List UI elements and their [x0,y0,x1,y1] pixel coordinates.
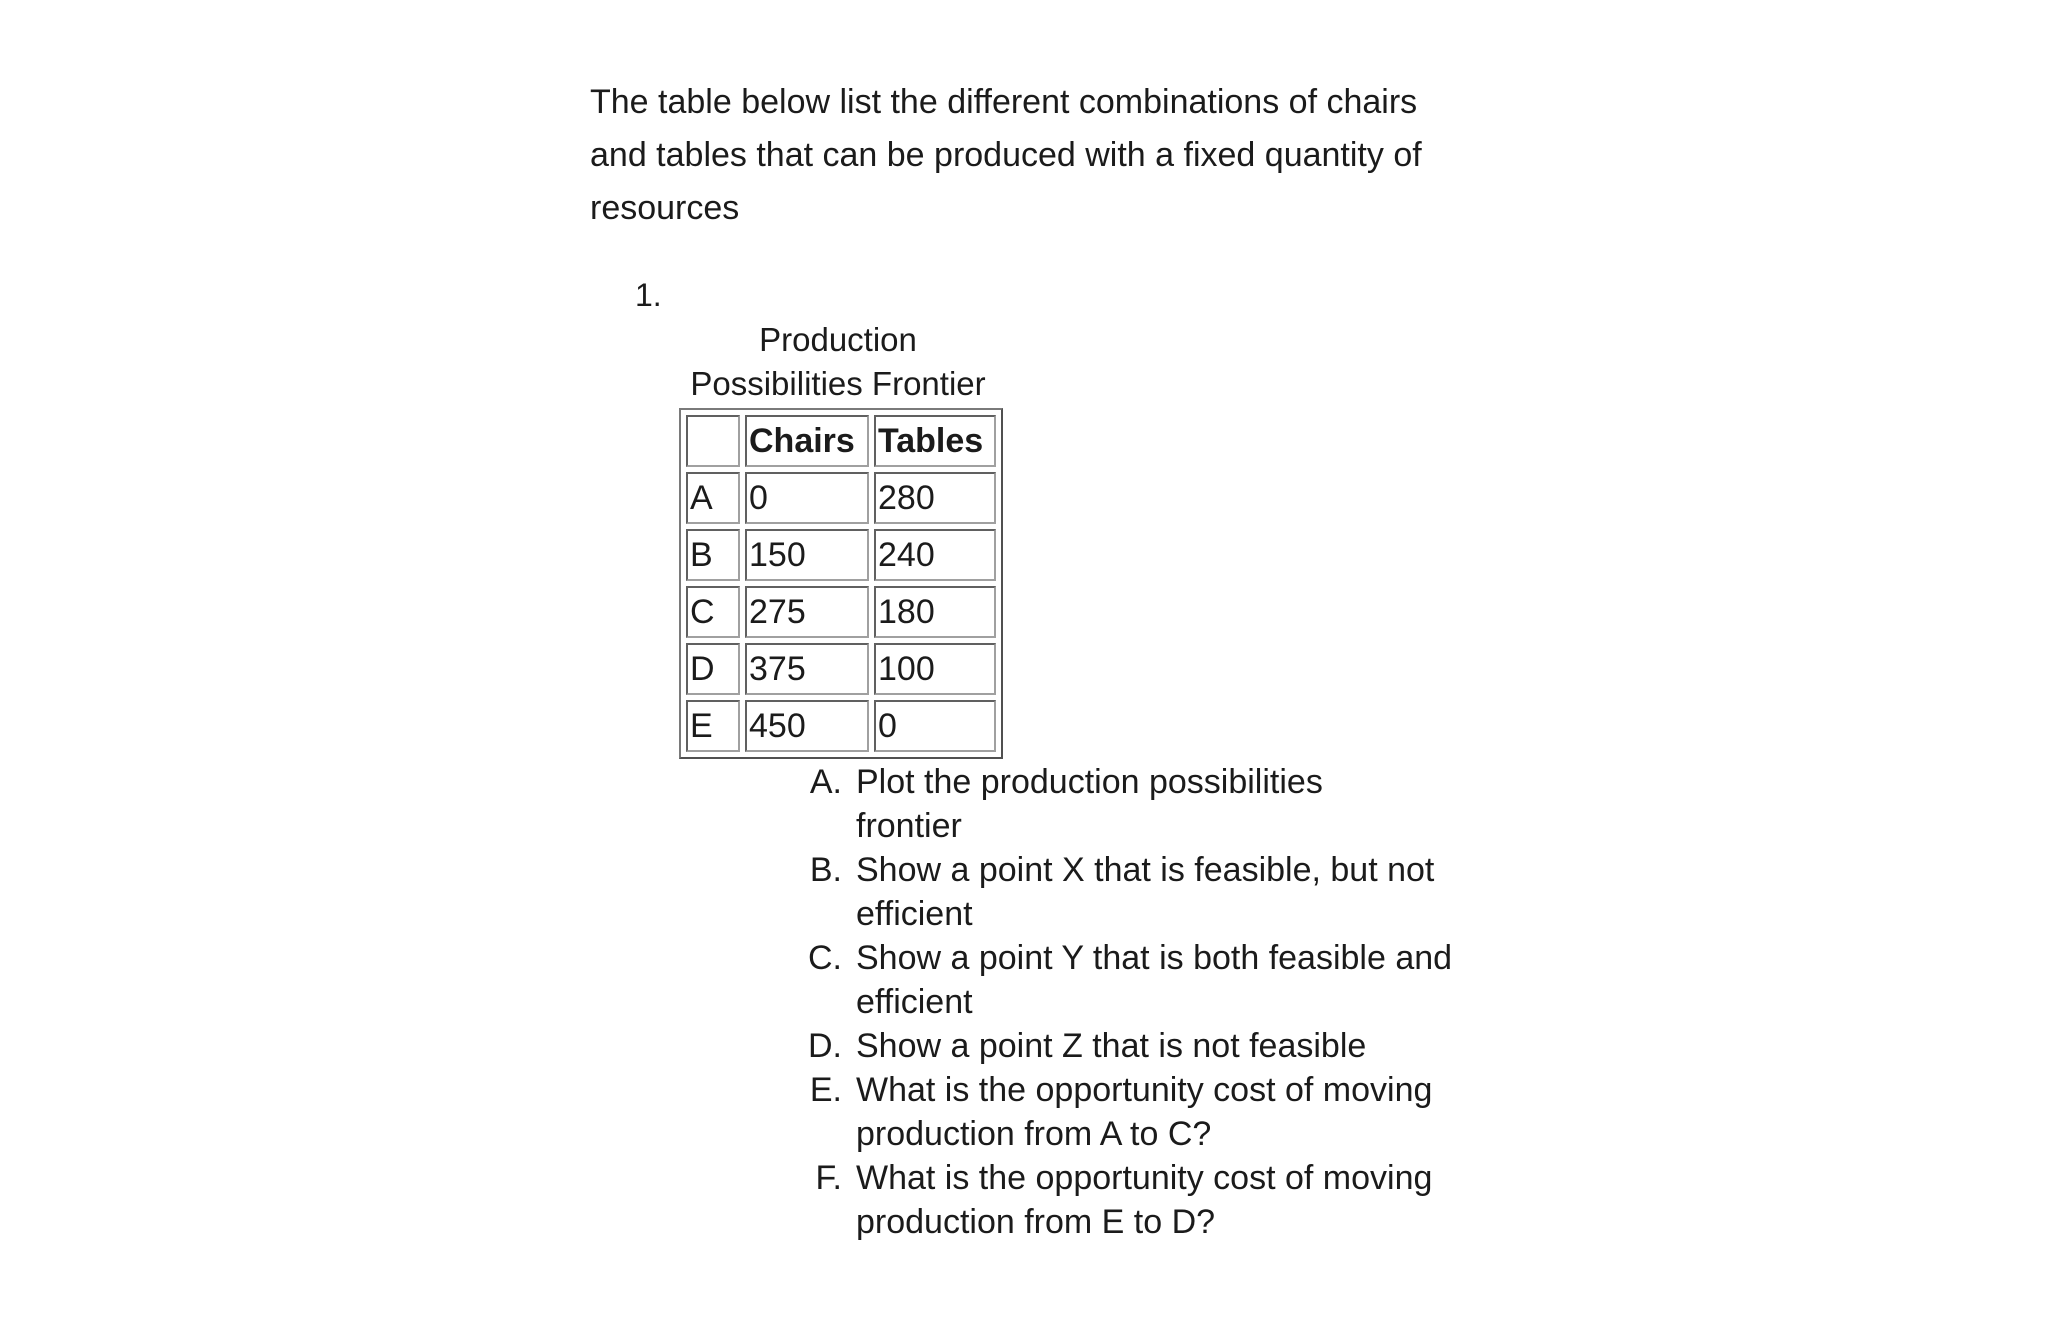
row-label-cell: C [686,586,740,638]
chairs-cell: 0 [745,472,869,524]
item-text-line: What is the opportunity cost of moving [856,1071,1433,1109]
table-row [686,529,996,581]
row-label-cell: E [686,700,740,752]
header-cell-empty [686,415,740,467]
list-item [806,848,1486,936]
item-marker: A. [809,763,842,801]
ppf-table [679,408,1003,759]
item-text-line: frontier [856,807,962,845]
table-row [686,472,996,524]
intro-line: and tables that can be produced with a fixed quantity of [590,136,1422,174]
intro-line: The table below list the different combinations of chairs [590,83,1418,121]
item-text-line: Show a point X that is feasible, but not [856,851,1435,889]
row-label-cell: A [686,472,740,524]
tables-cell: 240 [874,529,996,581]
table-row [686,586,996,638]
list-item [806,1024,1486,1068]
chairs-cell: 275 [745,586,869,638]
item-marker: D. [808,1027,842,1065]
row-label-cell: B [686,529,740,581]
chairs-cell: 375 [745,643,869,695]
tables-cell: 100 [874,643,996,695]
header-cell-tables: Tables [874,415,996,467]
list-item [806,936,1486,1024]
caption-line: Production [759,321,917,358]
header-cell-chairs: Chairs [745,415,869,467]
item-text-line: production from A to C? [856,1115,1212,1153]
question-parts-list [806,760,1486,1244]
table-row [686,700,996,752]
chairs-cell: 450 [745,700,869,752]
list-item [806,1068,1486,1156]
table-header-row [686,415,996,467]
intro-paragraph [590,76,1490,235]
item-text-line: Show a point Y that is both feasible and [856,939,1453,977]
item-marker: C. [808,939,842,977]
item-text-line: efficient [856,895,973,933]
question-number: 1. [635,277,662,313]
chairs-cell: 150 [745,529,869,581]
table-caption [674,318,1002,406]
tables-cell: 280 [874,472,996,524]
item-text-line: Show a point Z that is not feasible [856,1027,1367,1065]
tables-cell: 180 [874,586,996,638]
row-label-cell: D [686,643,740,695]
list-item [806,1156,1486,1244]
item-text-line: efficient [856,983,973,1021]
item-text-line: Plot the production possibilities [856,763,1323,801]
item-marker: F. [815,1159,842,1197]
list-item [806,760,1486,848]
tables-cell: 0 [874,700,996,752]
item-text-line: production from E to D? [856,1203,1216,1241]
item-text-line: What is the opportunity cost of moving [856,1159,1433,1197]
table-row [686,643,996,695]
item-marker: B. [809,851,842,889]
intro-line: resources [590,189,740,227]
caption-line: Possibilities Frontier [690,365,986,402]
item-marker: E. [809,1071,842,1109]
